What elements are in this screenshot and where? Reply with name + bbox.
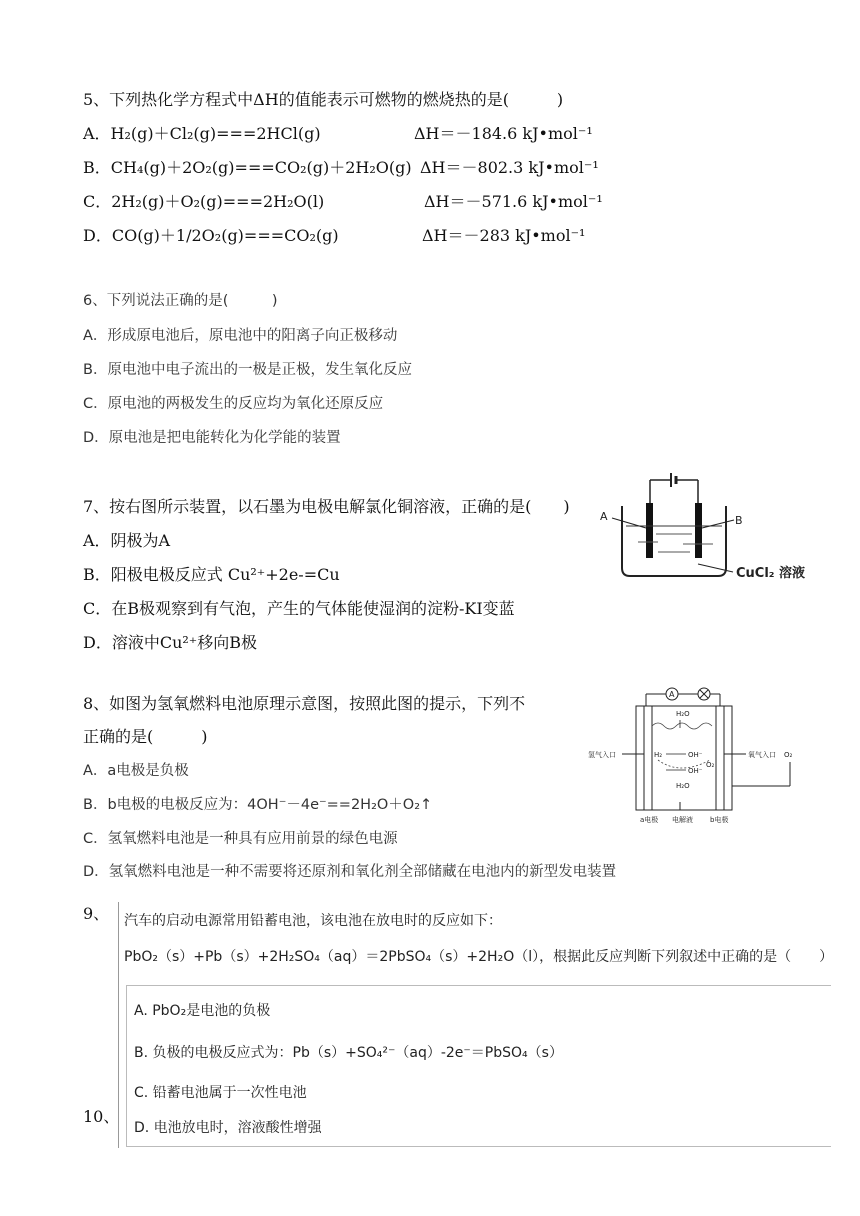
- o2-inlet-label: 氧气入口: [748, 751, 776, 759]
- a-electrode-label: a电极: [640, 816, 659, 824]
- h2-label: H₂: [654, 751, 663, 759]
- o2-outlet-label: O₂: [784, 751, 793, 759]
- q8-stem-line1: 8、如图为氢氧燃料电池原理示意图，按照此图的提示，下列不: [83, 694, 526, 713]
- q8-option-c: C．氢氧燃料电池是一种具有应用前景的绿色电源: [83, 831, 398, 847]
- electrode-a-label: A: [600, 510, 608, 523]
- q5-option-c-dh: ΔH＝－571.6 kJ•mol⁻¹: [424, 192, 603, 211]
- q6-stem: 6、下列说法正确的是( ): [83, 293, 278, 309]
- q7-option-b: B．阳极电极反应式 Cu²⁺+2e-=Cu: [83, 565, 340, 584]
- q8-stem-line2: 正确的是( ): [83, 727, 208, 746]
- h2o-bottom-label: H₂O: [676, 782, 690, 790]
- q8-option-d: D．氢氧燃料电池是一种不需要将还原剂和氧化剂全部储藏在电池内的新型发电装置: [83, 864, 617, 880]
- electrolyte-label: 电解液: [672, 816, 693, 824]
- q6-option-b: B．原电池中电子流出的一极是正极，发生氧化反应: [83, 362, 412, 378]
- q5-option-b: B．CH₄(g)＋2O₂(g)===CO₂(g)＋2H₂O(g): [83, 158, 412, 177]
- oh-right-label: OH⁻: [688, 767, 703, 775]
- q9-option-d: D. 电池放电时，溶液酸性增强: [134, 1120, 322, 1136]
- q9-line2: PbO₂（s）+Pb（s）+2H₂SO₄（aq）＝2PbSO₄（s）+2H₂O（l），根据此反应判断下列叙述中正确的是（ ）: [124, 949, 834, 965]
- ammeter-label: A: [669, 690, 675, 699]
- q8-option-b: B．b电极的电极反应为：4OH⁻－4e⁻==2H₂O＋O₂↑: [83, 797, 433, 813]
- q6-option-a: A．形成原电池后，原电池中的阳离子向正极移动: [83, 328, 398, 344]
- fuel-cell-diagram: [588, 676, 820, 826]
- q5-option-d: D．CO(g)＋1/2O₂(g)===CO₂(g): [83, 226, 339, 245]
- q5-option-d-dh: ΔH＝－283 kJ•mol⁻¹: [422, 226, 586, 245]
- q5-stem: 5、下列热化学方程式中ΔH的值能表示可燃物的燃烧热的是( ): [83, 90, 564, 109]
- electrolysis-diagram: [598, 468, 838, 588]
- q7-option-c: C．在B极观察到有气泡，产生的气体能使湿润的淀粉-KI变蓝: [83, 599, 515, 618]
- q5-option-c: C．2H₂(g)＋O₂(g)===2H₂O(l): [83, 192, 325, 211]
- q5-option-b-dh: ΔH＝－802.3 kJ•mol⁻¹: [420, 158, 599, 177]
- electrode-b-label: B: [735, 514, 743, 527]
- q7-option-a: A．阴极为A: [83, 531, 171, 550]
- o2-label: O₂: [706, 761, 715, 769]
- solution-label: CuCl₂ 溶液: [736, 566, 806, 581]
- q9-option-b: B. 负极的电极反应式为：Pb（s）+SO₄²⁻（aq）-2e⁻＝PbSO₄（s）: [134, 1045, 563, 1061]
- q7-option-d: D．溶液中Cu²⁺移向B极: [83, 633, 257, 652]
- q10-number: 10、: [83, 1107, 120, 1126]
- q9-number: 9、: [83, 904, 110, 923]
- q9-option-a: A. PbO₂是电池的负极: [134, 1003, 271, 1019]
- b-electrode-label: b电极: [710, 816, 729, 824]
- h2-inlet-label: 氢气入口: [588, 751, 616, 759]
- q6-option-d: D．原电池是把电能转化为化学能的装置: [83, 430, 341, 446]
- q5-option-a-dh: ΔH＝－184.6 kJ•mol⁻¹: [414, 124, 593, 143]
- q7-stem: 7、按右图所示装置，以石墨为电极电解氯化铜溶液，正确的是( ): [83, 497, 570, 516]
- q6-option-c: C．原电池的两极发生的反应均为氧化还原反应: [83, 396, 384, 412]
- oh-left-label: OH⁻: [688, 751, 703, 759]
- q5-option-a: A．H₂(g)＋Cl₂(g)===2HCl(g): [83, 124, 321, 143]
- q9-option-c: C. 铅蓄电池属于一次性电池: [134, 1085, 307, 1101]
- q9-line1: 汽车的启动电源常用铅蓄电池，该电池在放电时的反应如下：: [124, 913, 502, 929]
- q8-option-a: A．a电极是负极: [83, 763, 189, 779]
- h2o-top-label: H₂O: [676, 710, 690, 718]
